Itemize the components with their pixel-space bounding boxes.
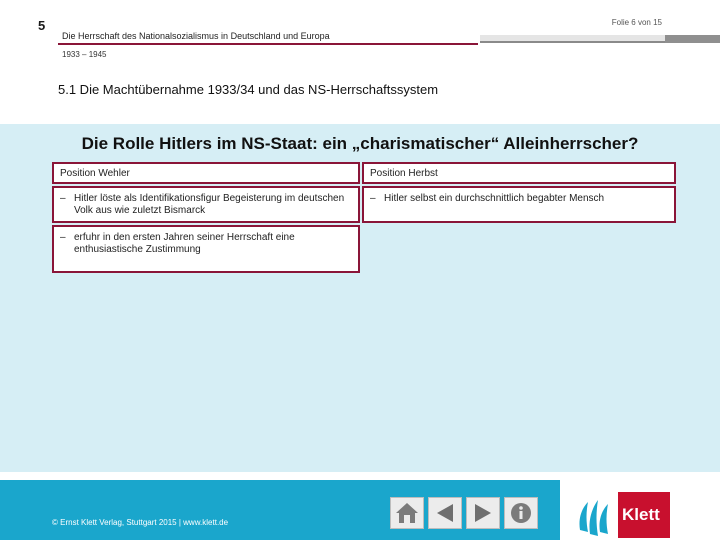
list-item (60, 193, 352, 217)
home-icon (394, 501, 420, 525)
dash-marker: – (60, 193, 66, 204)
table-cell-left-1 (52, 186, 360, 223)
main-title: Die Rolle Hitlers im NS-Staat: ein „charismatischer“ Alleinherrscher? (81, 134, 639, 153)
list-item-text: erfuhr in den ersten Jahren seiner Herrschaft eine enthusiastische Zustimmung (74, 232, 295, 255)
left-header-label: Position Wehler (60, 168, 130, 179)
section-title: 5.1 Die Machtübernahme 1933/34 und das NS-Herrschaftssystem (58, 82, 439, 97)
dash-marker: – (370, 193, 376, 204)
right-header-label: Position Herbst (370, 168, 438, 179)
period-label: 1933 – 1945 (62, 50, 107, 59)
list-item (370, 193, 668, 205)
header-accent-line (58, 43, 478, 45)
info-button[interactable] (504, 497, 538, 529)
header-divider-dark (665, 35, 720, 43)
dash-marker: – (60, 232, 66, 243)
back-button[interactable] (428, 497, 462, 529)
table-cell-left-2 (52, 225, 360, 273)
chapter-number: 5 (38, 18, 46, 33)
header-divider-light (480, 35, 665, 43)
triangle-left-icon (433, 501, 457, 525)
klett-logo (570, 490, 670, 540)
klett-logo-text: Klett (622, 505, 660, 524)
triangle-right-icon (471, 501, 495, 525)
header-title-bar (58, 26, 478, 44)
list-item-text: Hitler löste als Identifikationsfigur Begeisterung im deutschen Volk aus wie zuletzt Bismarck (74, 193, 345, 216)
copyright-text: © Ernst Klett Verlag, Stuttgart 2015 | www.klett.de (52, 518, 229, 527)
slide-counter: Folie 6 von 15 (611, 18, 662, 27)
list-item-text: Hitler selbst ein durchschnittlich begabter Mensch (384, 193, 605, 204)
header-title: Die Herrschaft des Nationalsozialismus in Deutschland und Europa (62, 31, 330, 41)
list-item (60, 232, 352, 256)
info-icon (509, 501, 533, 525)
table-header-right (362, 162, 676, 184)
table-header-left (52, 162, 360, 184)
forward-button[interactable] (466, 497, 500, 529)
home-button[interactable] (390, 497, 424, 529)
table-cell-right-1 (362, 186, 676, 223)
